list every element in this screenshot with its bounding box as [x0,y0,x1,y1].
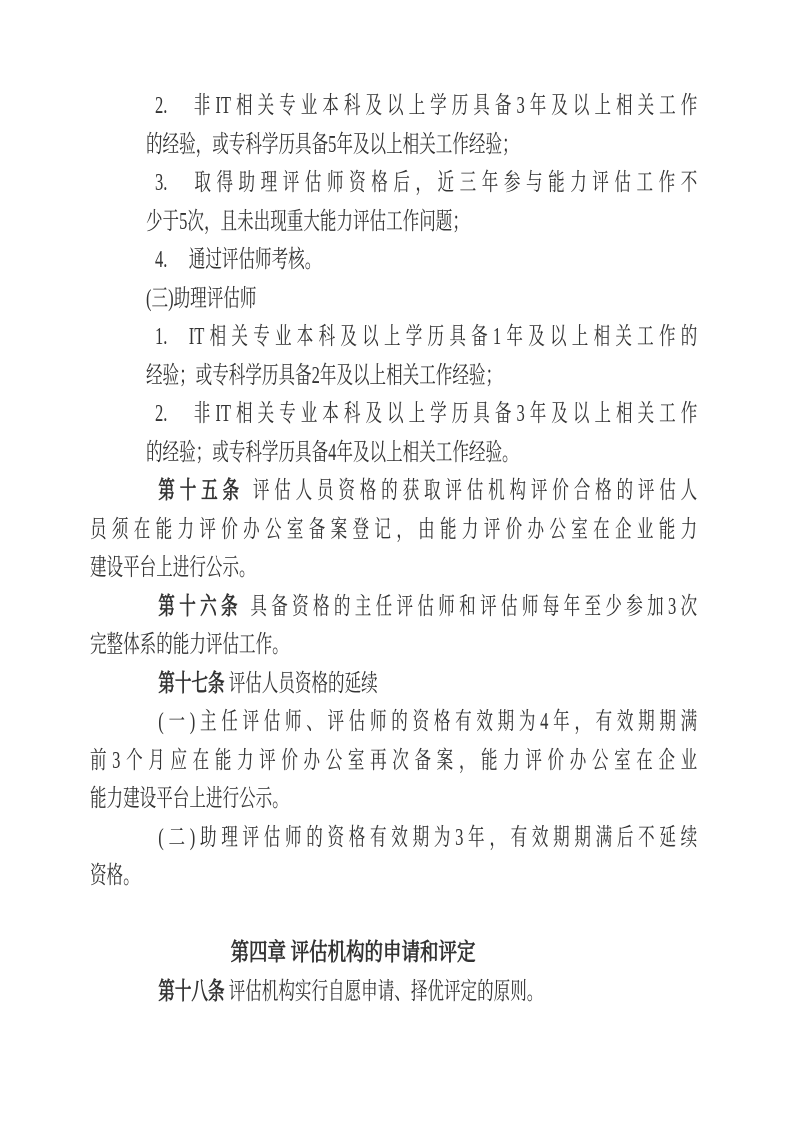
article-text: (二)助理评估师的资格有效期为3年，有效期期满后不延续 [158,824,698,851]
article-line [90,819,697,858]
item-number: 4. [154,247,168,273]
item-text: 通过评估师考核。 [188,247,322,273]
article-text: 能力建设平台上进行公示。 [90,786,289,812]
article-continuation-line [90,511,697,550]
article-label: 第十六条 [158,593,242,620]
numbered-item-line [146,164,697,203]
text-line [146,357,697,396]
article-line [90,703,697,742]
text-line [146,203,697,242]
item-text: 取得助理评估师资格后，近三年参与能力评估工作不 [188,170,698,196]
text-line [146,434,697,473]
item-number: 2. [154,93,168,119]
article-label: 第十八条 [158,978,225,1005]
article-text: 评估人员资格的获取评估机构评价合格的评估人 [243,478,698,504]
item-text: 非IT相关专业本科及以上学历具备3年及以上相关工作 [188,93,698,119]
article-text: 具备资格的主任评估师和评估师每年至少参加3次 [241,593,698,620]
item-text: 的经验；或专科学历具备4年及以上相关工作经验。 [146,439,519,466]
article-text: 完整体系的能力评估工作。 [90,632,289,658]
numbered-item-line [146,395,697,434]
article-text: 前3个月应在能力评价办公室再次备案，能力评价办公室在企业 [90,747,698,774]
article-text: 评估机构实行自愿申请、择优评定的原则。 [224,978,544,1005]
numbered-item-line [146,318,697,357]
text-line [146,126,697,165]
item-text: 经验；或专科学历具备2年及以上相关工作经验； [146,362,503,389]
blank-line [90,896,697,935]
chapter-heading-text: 第四章 评估机构的申请和评定 [230,940,475,966]
article-label: 第十五条 [158,478,244,504]
article-line [90,973,697,1012]
article-line [90,665,697,704]
article-label: 第十七条 [158,670,225,697]
item-text: 非IT相关专业本科及以上学历具备3年及以上相关工作 [188,401,698,427]
item-number: 1. [154,324,168,350]
numbered-item-line [146,87,697,126]
article-continuation-line [90,626,697,665]
article-continuation-line [90,549,697,588]
article-continuation-line [90,780,697,819]
chapter-heading [90,934,697,973]
article-text: 员须在能力评价办公室备案登记，由能力评价办公室在企业能力 [90,516,698,543]
item-number: 2. [154,401,168,427]
article-continuation-line [90,857,697,896]
item-text: 的经验，或专科学历具备5年及以上相关工作经验； [146,131,519,158]
document-body [90,87,697,1011]
article-text: 资格。 [90,863,140,889]
article-text: (一)主任评估师、评估师的资格有效期为4年，有效期期满 [158,709,698,735]
item-text: IT相关专业本科及以上学历具备1年及以上相关工作的 [188,324,698,350]
article-text: 建设平台上进行公示。 [90,555,256,581]
article-text: 评估人员资格的延续 [224,670,378,697]
item-text: 少于5次，且未出现重大能力评估工作问题； [146,208,469,235]
numbered-item-line [146,241,697,280]
article-line [90,588,697,627]
article-line [90,472,697,511]
article-continuation-line [90,742,697,781]
sub-list-label [146,280,697,319]
item-number: 3. [154,170,168,196]
label-text: (三)助理评估师 [146,285,257,312]
